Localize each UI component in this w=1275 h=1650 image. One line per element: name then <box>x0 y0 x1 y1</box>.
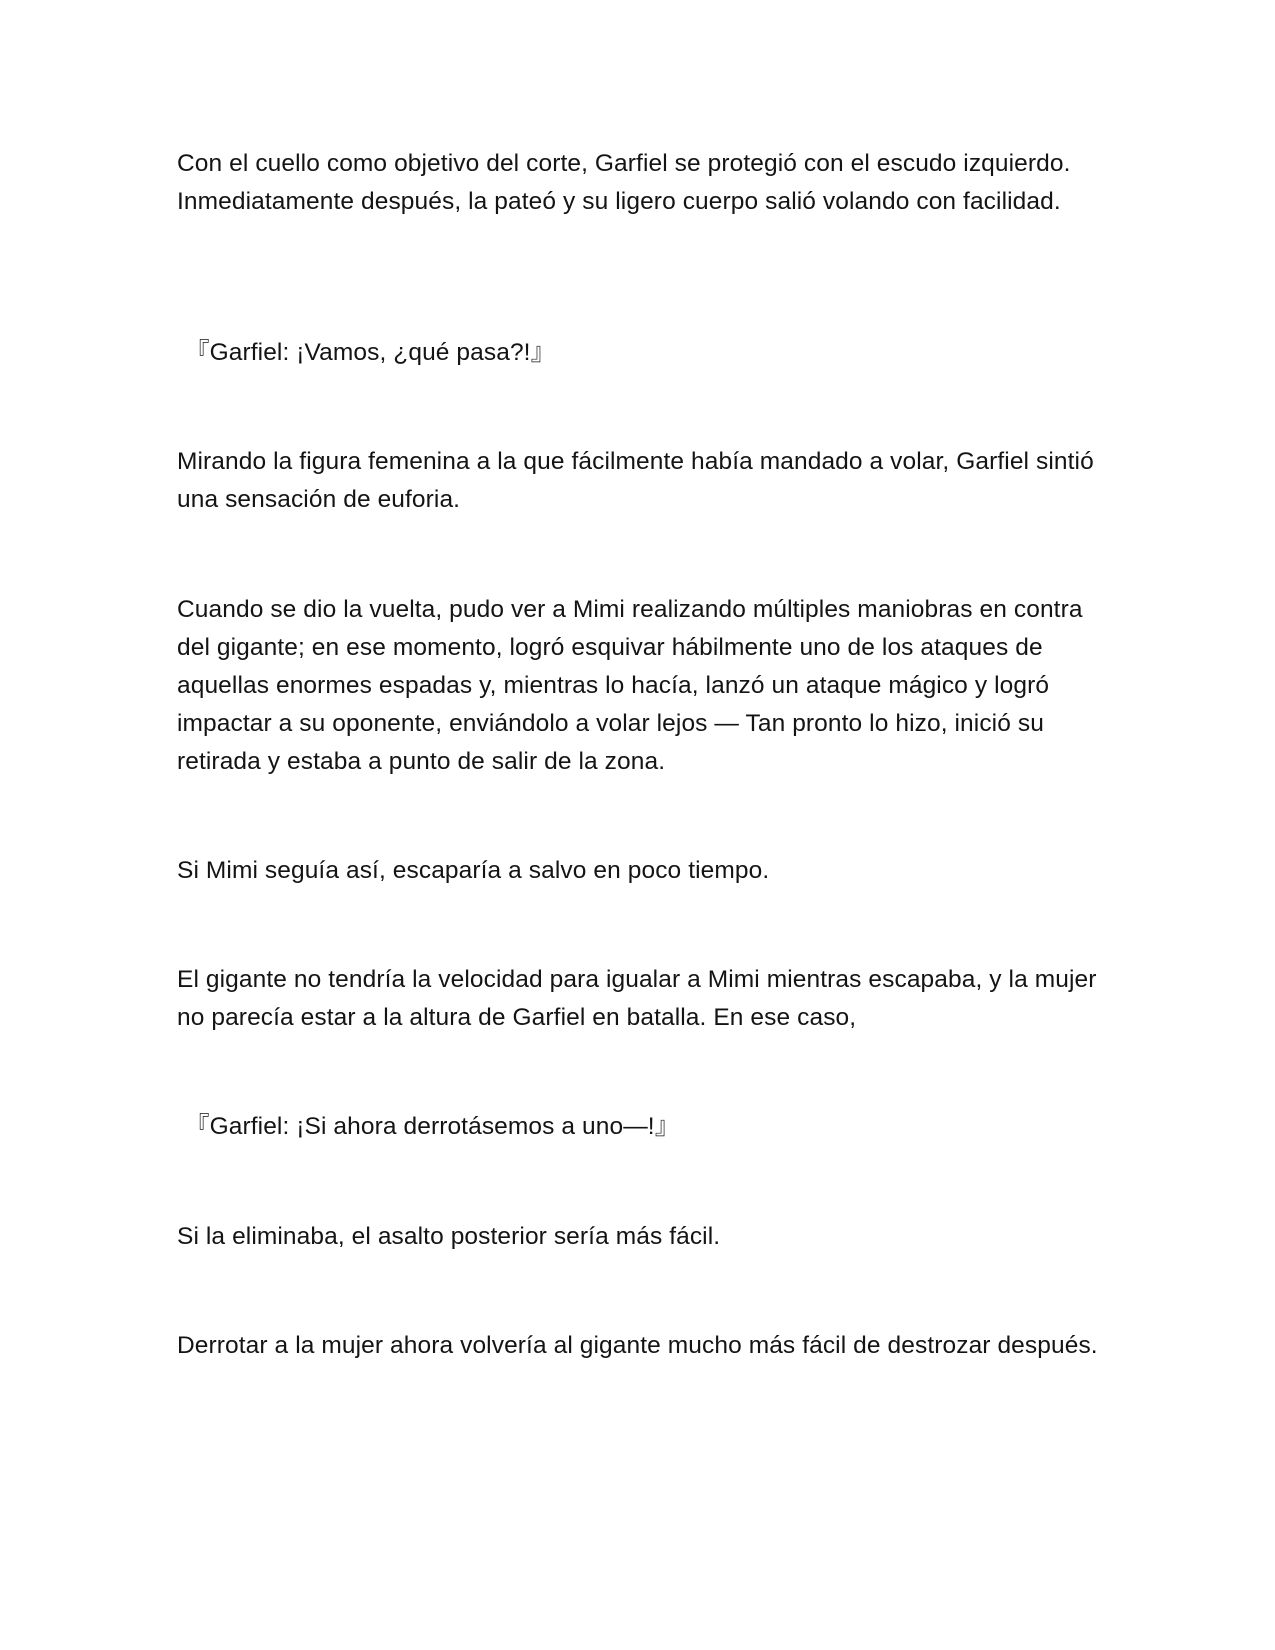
paragraph-5: El gigante no tendría la velocidad para igualar a Mimi mientras escapaba, y la mujer no parecía estar a la altura de Garfiel en batalla. En ese caso, <box>177 966 1097 1031</box>
paragraph-7: Derrotar a la mujer ahora volvería al gigante mucho más fácil de destrozar después. <box>177 1332 1098 1359</box>
paragraph-4: Si Mimi seguía así, escaparía a salvo en poco tiempo. <box>177 857 770 884</box>
paragraph-2: Mirando la figura femenina a la que fácilmente había mandado a volar, Garfiel sintió una sensación de euforia. <box>177 448 1094 513</box>
dialogue-line-1: 『Garfiel: ¡Vamos, ¿qué pasa?!』 <box>185 339 556 366</box>
paragraph-6: Si la eliminaba, el asalto posterior sería más fácil. <box>177 1223 721 1250</box>
paragraph-1: Con el cuello como objetivo del corte, Garfiel se protegió con el escudo izquierdo. Inmediatamente después, la pateó y su ligero cuerpo salió volando con facilidad. <box>177 150 1071 215</box>
paragraph-3: Cuando se dio la vuelta, pudo ver a Mimi realizando múltiples maniobras en contra del gigante; en ese momento, logró esquivar hábilmente uno de los ataques de aquellas enormes espadas y, mientras lo hacía, lanzó un ataque mágico y logró impactar a su oponente, enviándolo a volar lejos — Tan pronto lo hizo, inició su retirada y estaba a punto de salir de la zona. <box>177 596 1083 775</box>
dialogue-line-2: 『Garfiel: ¡Si ahora derrotásemos a uno—!』 <box>185 1113 680 1140</box>
